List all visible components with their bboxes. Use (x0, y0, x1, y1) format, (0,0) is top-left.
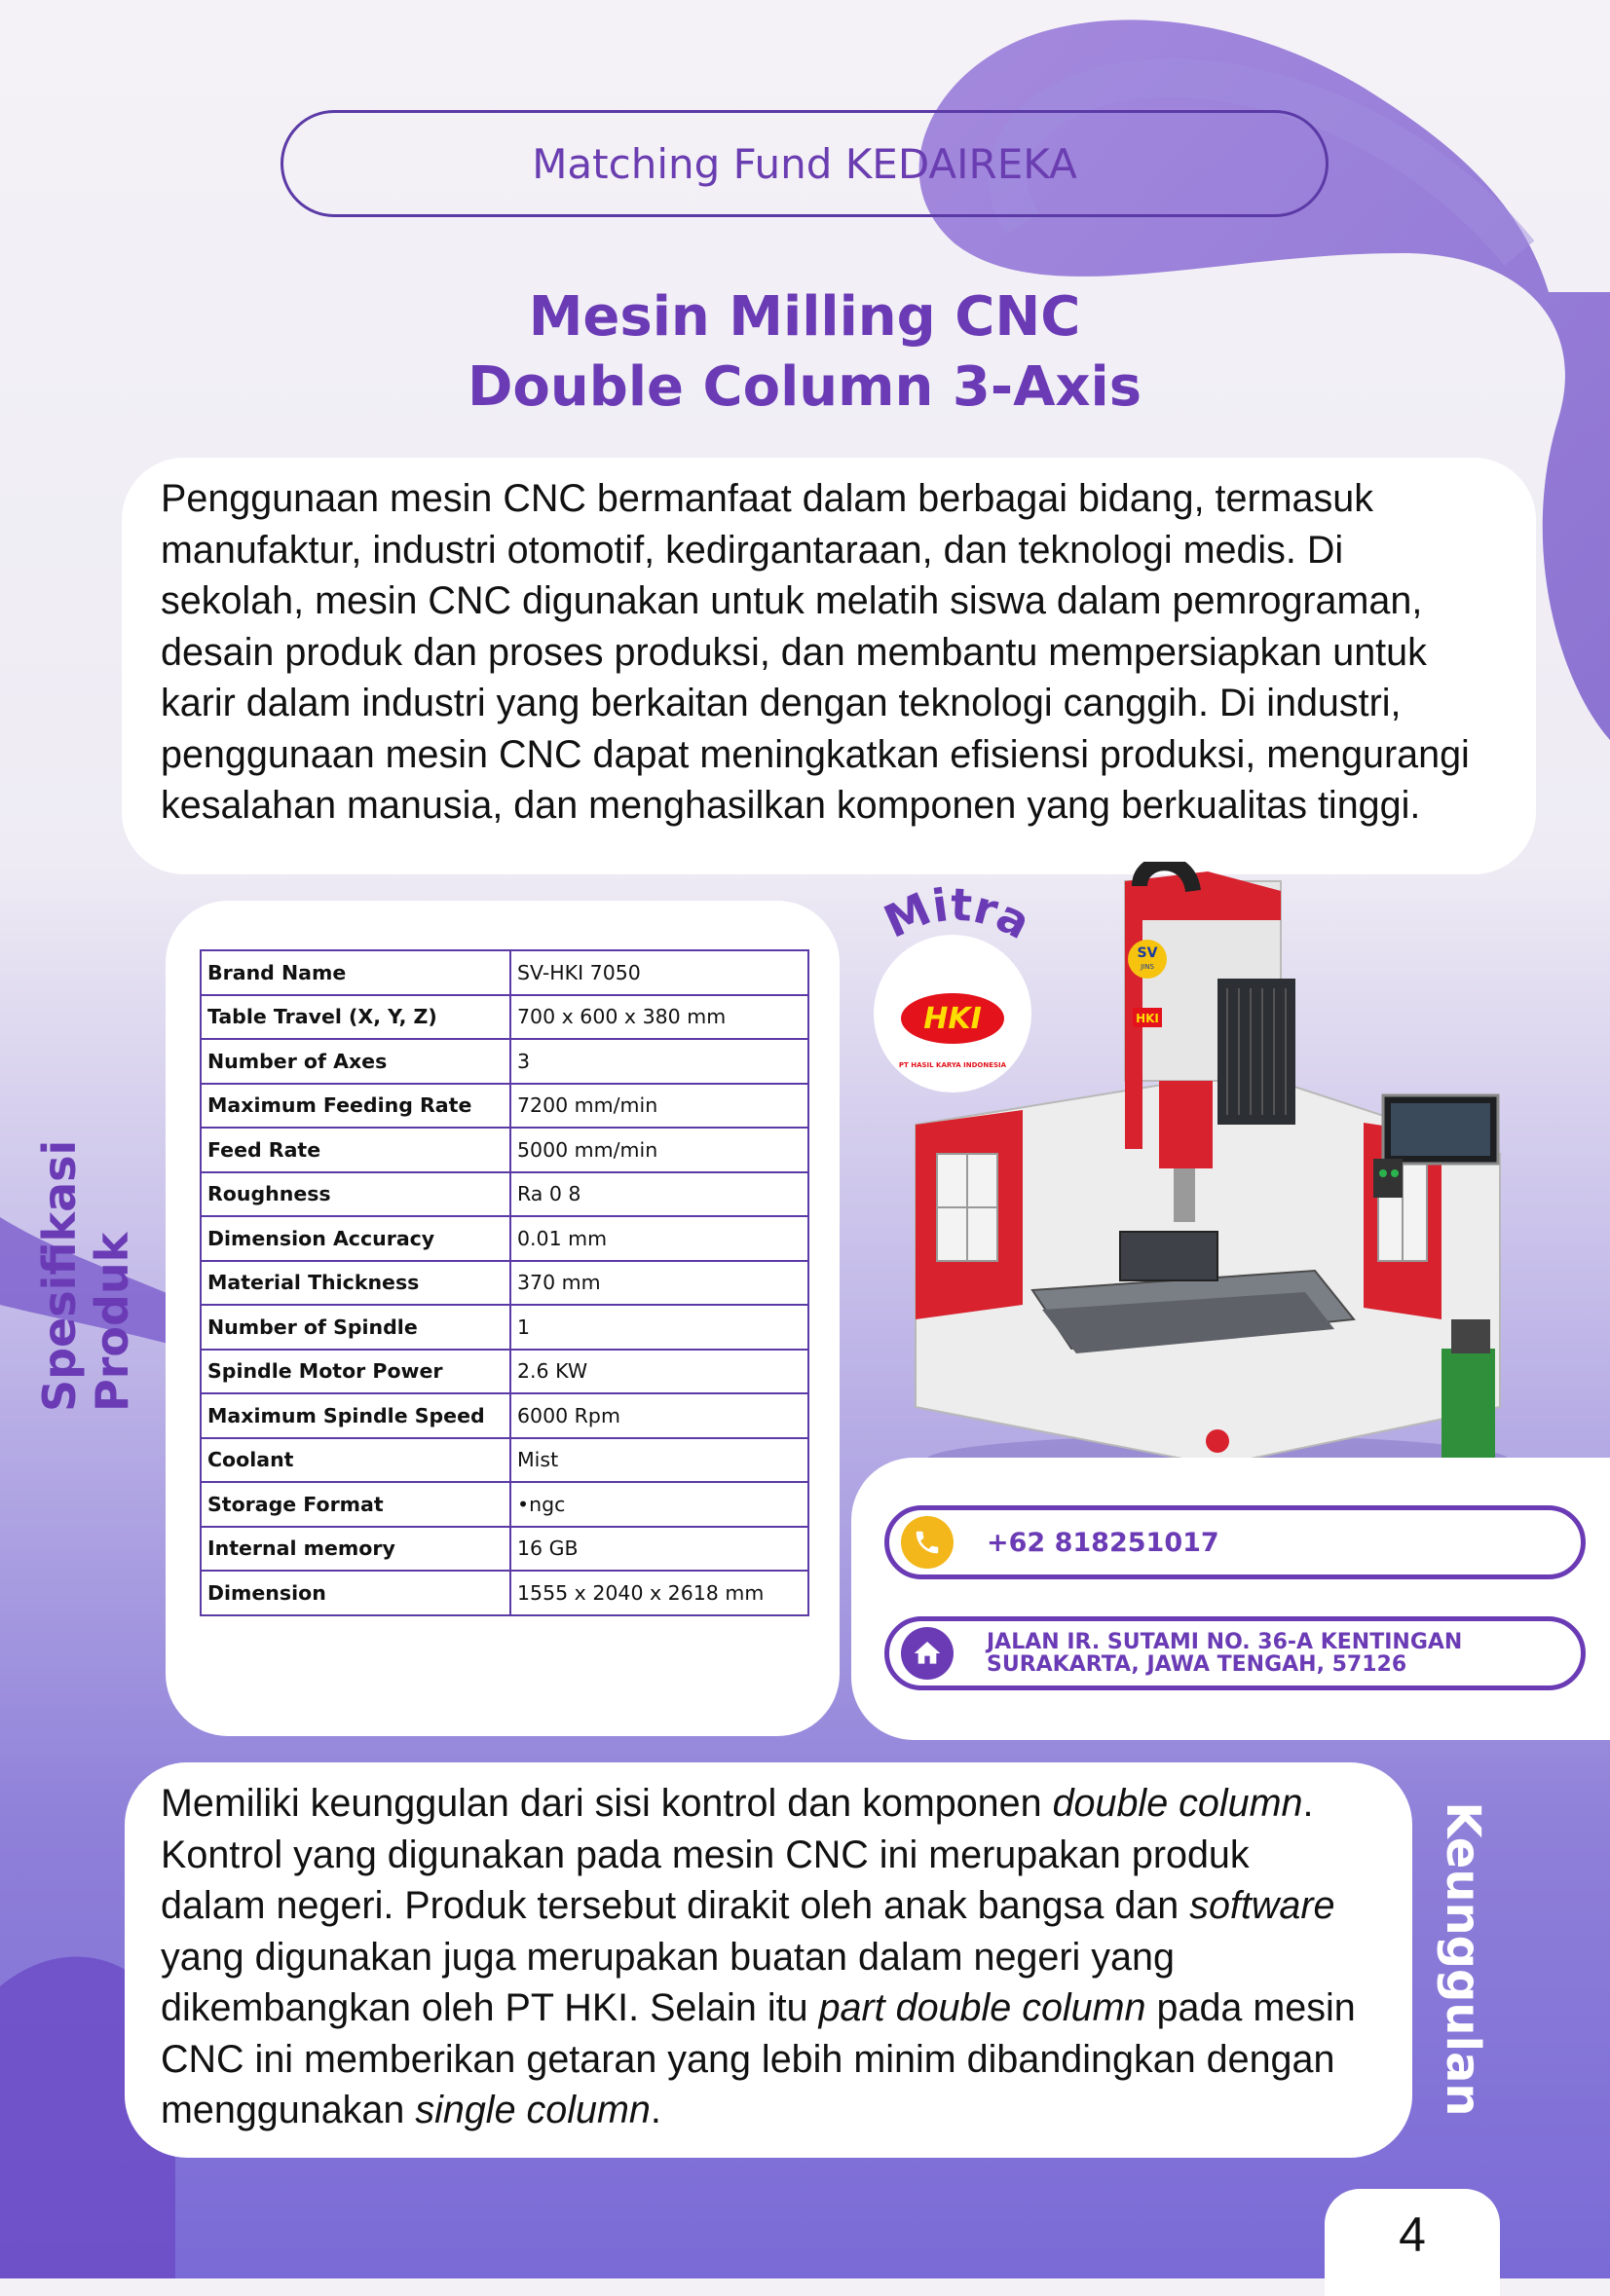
spec-key: Table Travel (X, Y, Z) (201, 995, 510, 1040)
table-row (201, 1305, 808, 1350)
phone-icon (901, 1516, 954, 1569)
machine-badge-subtext: JINS (1141, 963, 1154, 971)
table-row (201, 1527, 808, 1572)
advantages-line (161, 1778, 1378, 1830)
spec-key: Dimension Accuracy (201, 1216, 510, 1261)
cnc-machine-image (896, 862, 1539, 1504)
spec-value: 1 (510, 1305, 808, 1350)
home-icon (901, 1627, 954, 1680)
advantages-run: . (650, 2089, 661, 2131)
advantages-italic-run: single column (415, 2089, 651, 2131)
spec-key: Number of Spindle (201, 1305, 510, 1350)
advantages-run: CNC ini memberikan getaran yang lebih minim dibandingkan dengan (161, 2037, 1335, 2081)
page-title-line-1: Mesin Milling CNC (528, 285, 1081, 349)
advantages-line (161, 2034, 1378, 2086)
table-row (201, 1482, 808, 1527)
spec-value: 0.01 mm (510, 1216, 808, 1261)
intro-line: penggunaan mesin CNC dapat meningkatkan efisiensi produksi, mengurangi (161, 732, 1470, 776)
page-number (1325, 2189, 1500, 2296)
intro-line: kesalahan manusia, dan menghasilkan komponen yang berkualitas tinggi. (161, 784, 1421, 827)
advantages-italic-run: double column (1052, 1782, 1303, 1825)
phone-number: +62 818251017 (987, 1527, 1219, 1558)
advantages-run: yang digunakan juga merupakan buatan dalam negeri yang (161, 1935, 1175, 1979)
page-title-line-2: Double Column 3-Axis (467, 355, 1142, 419)
spec-value: Ra 0 8 (510, 1172, 808, 1217)
advantages-line (161, 1880, 1378, 1932)
spec-value: 370 mm (510, 1261, 808, 1306)
advantages-run: dalam negeri. Produk tersebut dirakit oleh anak bangsa dan (161, 1884, 1190, 1927)
page-title (318, 282, 1292, 423)
advantages-paragraph (161, 1778, 1378, 2136)
header-label: Matching Fund KEDAIREKA (532, 139, 1077, 188)
advantages-line (161, 1982, 1378, 2034)
table-row (201, 995, 808, 1040)
spec-key: Maximum Spindle Speed (201, 1393, 510, 1438)
spec-key: Number of Axes (201, 1039, 510, 1084)
advantages-run: pada mesin (1145, 1986, 1356, 2029)
table-row (201, 1350, 808, 1394)
advantages-run: Memiliki keunggulan dari sisi kontrol dan komponen (161, 1782, 1053, 1825)
spec-value: 16 GB (510, 1527, 808, 1572)
machine-logo-text: HKI (1136, 1012, 1159, 1025)
spec-value: Mist (510, 1438, 808, 1483)
intro-line: Penggunaan mesin CNC bermanfaat dalam berbagai bidang, termasuk (161, 477, 1373, 520)
table-row (201, 1438, 808, 1483)
header-pill (281, 110, 1329, 217)
advantages-run: dikembangkan oleh PT HKI. Selain itu (161, 1986, 819, 2029)
table-row (201, 1172, 808, 1217)
spec-key: Maximum Feeding Rate (201, 1084, 510, 1129)
advantages-run: Kontrol yang digunakan pada mesin CNC ini merupakan produk (161, 1833, 1250, 1876)
mitra-text: Mitra (876, 881, 1039, 949)
spec-table (200, 949, 809, 1616)
spec-key: Dimension (201, 1571, 510, 1615)
table-row (201, 1571, 808, 1615)
spec-value: 6000 Rpm (510, 1393, 808, 1438)
advantages-run: menggunakan (161, 2089, 416, 2131)
advantages-line (161, 1830, 1378, 1881)
advantages-section-label: Keunggulan (1436, 1801, 1490, 2117)
spec-value: 3 (510, 1039, 808, 1084)
table-row (201, 1084, 808, 1129)
spec-value: 5000 mm/min (510, 1128, 808, 1172)
partner-logo-subtext: PT HASIL KARYA INDONESIA (898, 1061, 1007, 1069)
spec-key: Spindle Motor Power (201, 1350, 510, 1394)
address-line-2: SURAKARTA, JAWA TENGAH, 57126 (987, 1652, 1407, 1677)
spec-value: 2.6 KW (510, 1350, 808, 1394)
spec-value: 1555 x 2040 x 2618 mm (510, 1571, 808, 1615)
spec-key: Roughness (201, 1172, 510, 1217)
spec-key: Feed Rate (201, 1128, 510, 1172)
table-row (201, 1128, 808, 1172)
advantages-italic-run: part double column (818, 1986, 1146, 2029)
spec-key: Brand Name (201, 950, 510, 995)
machine-badge-text: SV (1137, 945, 1158, 961)
table-row (201, 1039, 808, 1084)
spec-value: SV-HKI 7050 (510, 950, 808, 995)
intro-line: manufaktur, industri otomotif, kedirgantaraan, dan teknologi medis. Di (161, 528, 1344, 572)
address-line-1: JALAN IR. SUTAMI NO. 36-A KENTINGAN (987, 1630, 1463, 1654)
table-row (201, 1216, 808, 1261)
spec-value: 7200 mm/min (510, 1084, 808, 1129)
advantages-run: . (1302, 1782, 1314, 1825)
phone-pill[interactable] (884, 1505, 1586, 1579)
spec-key: Internal memory (201, 1527, 510, 1572)
advantages-line (161, 1932, 1378, 1983)
table-row (201, 1393, 808, 1438)
address-pill[interactable] (884, 1616, 1586, 1690)
advantages-italic-run: software (1189, 1884, 1335, 1927)
spec-section-label: Spesifikasi Produk (33, 1139, 138, 1412)
spec-value: 700 x 600 x 380 mm (510, 995, 808, 1040)
contact-card (851, 1458, 1610, 1740)
spec-key: Material Thickness (201, 1261, 510, 1306)
table-row (201, 1261, 808, 1306)
spec-key: Coolant (201, 1438, 510, 1483)
intro-line: sekolah, mesin CNC digunakan untuk melatih siswa dalam pemrograman, (161, 579, 1423, 622)
partner-logo-badge: HKI (901, 993, 1004, 1044)
intro-line: desain produk dan proses produksi, dan membantu mempersiapkan untuk (161, 630, 1427, 674)
table-row (201, 950, 808, 995)
intro-line: karir dalam industri yang berkaitan dengan teknologi canggih. Di industri, (161, 682, 1402, 724)
spec-key: Storage Format (201, 1482, 510, 1527)
spec-value: •ngc (510, 1482, 808, 1527)
intro-paragraph (161, 473, 1497, 832)
page-number-text: 4 (1399, 2207, 1426, 2262)
advantages-line (161, 2085, 1378, 2136)
